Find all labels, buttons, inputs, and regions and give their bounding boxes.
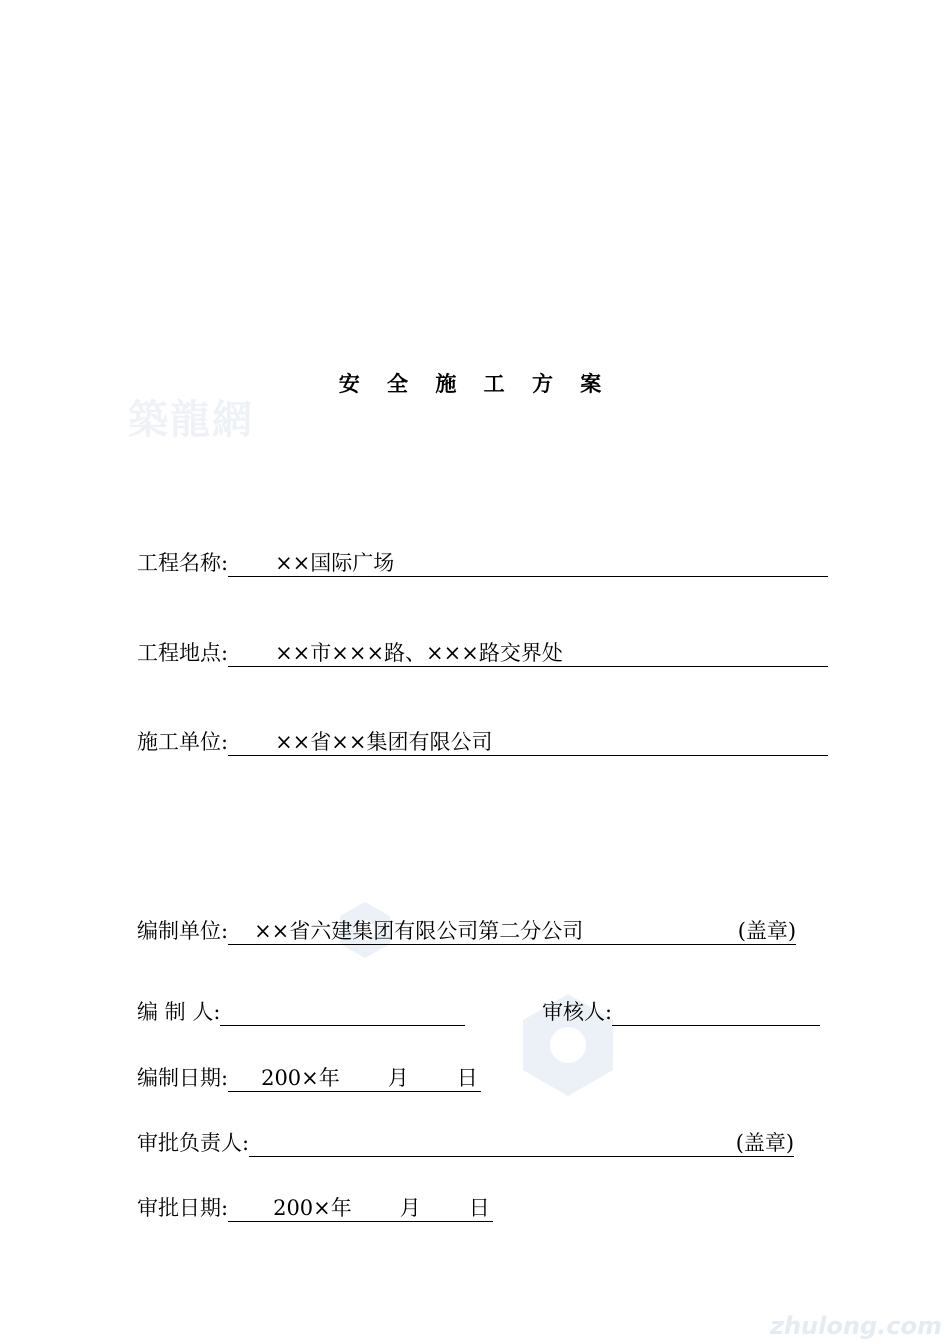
document-title: 安 全 施 工 方 案 [338, 372, 612, 396]
project-name-value: ××国际广场 [275, 551, 395, 575]
approver-seal: (盖章) [735, 1131, 795, 1155]
compile-date-row [137, 1063, 481, 1093]
project-location-label: 工程地点: [137, 641, 229, 665]
compiler-row [137, 997, 465, 1027]
construction-unit-field[interactable] [228, 727, 828, 756]
reviewer-field[interactable] [612, 997, 820, 1026]
reviewer-label: 审核人: [542, 1000, 613, 1024]
project-name-label: 工程名称: [137, 551, 229, 575]
construction-unit-value: ××省××集团有限公司 [275, 730, 493, 754]
project-location-field[interactable] [228, 638, 828, 667]
compile-date-year: 200×年 [261, 1066, 340, 1090]
project-name-field[interactable] [228, 548, 828, 577]
compile-date-label: 编制日期: [137, 1066, 229, 1090]
approve-date-row [137, 1193, 493, 1223]
compiling-unit-field[interactable] [228, 916, 796, 945]
compile-date-month: 月 [387, 1066, 409, 1090]
compiling-unit-seal: (盖章) [737, 919, 797, 943]
compiling-unit-label: 编制单位: [137, 919, 229, 943]
compiler-label: 编 制 人: [137, 1000, 221, 1024]
approve-date-label: 审批日期: [137, 1196, 229, 1220]
compile-date-field[interactable] [228, 1063, 481, 1092]
watermark-text: 築龍網 [128, 396, 254, 443]
reviewer-row [542, 997, 820, 1027]
compile-date-day: 日 [456, 1066, 478, 1090]
project-name-row [137, 548, 828, 578]
approver-field[interactable] [249, 1128, 794, 1157]
watermark-footer: zhulong.com [770, 1312, 942, 1340]
approve-date-month: 月 [399, 1196, 421, 1220]
construction-unit-label: 施工单位: [137, 730, 229, 754]
approve-date-day: 日 [468, 1196, 490, 1220]
compiling-unit-row [137, 916, 796, 946]
project-location-row [137, 638, 828, 668]
construction-unit-row [137, 727, 828, 757]
approve-date-year: 200×年 [273, 1196, 352, 1220]
compiling-unit-value: ××省六建集团有限公司第二分公司 [254, 919, 584, 943]
approver-row [137, 1128, 794, 1158]
project-location-value: ××市×××路、×××路交界处 [275, 641, 563, 665]
approver-label: 审批负责人: [137, 1131, 250, 1155]
approve-date-field[interactable] [228, 1193, 493, 1222]
compiler-field[interactable] [220, 997, 465, 1026]
